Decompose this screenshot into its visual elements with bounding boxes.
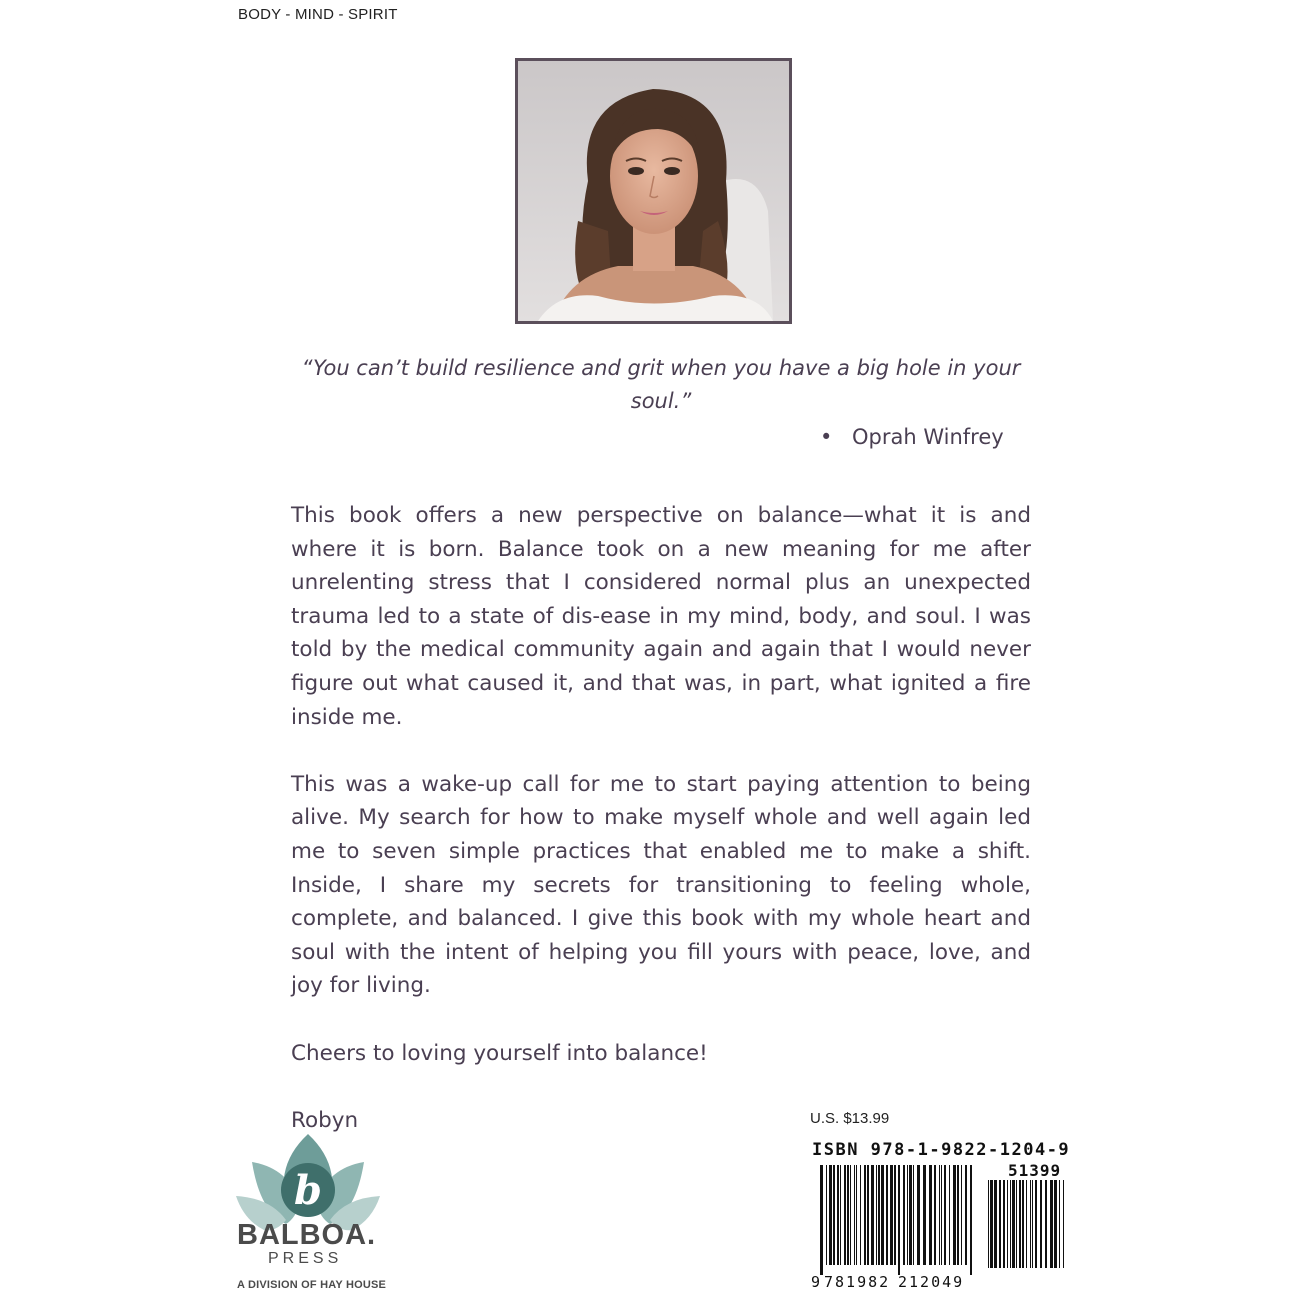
barcode-bar bbox=[856, 1165, 857, 1265]
description-paragraph-1: This book offers a new perspective on balance—what it is and where it is born. Balance took on a new meaning for me after unrelenting stress that I considered normal plus an unexpected trauma led to a state of dis-ease in my mind, body, and soul. I was told by the medical community again and again that I would never figure out what caused it, and that was, in part, what ignited a fire inside me. bbox=[291, 503, 1031, 730]
publisher-name: BALBOA. bbox=[237, 1219, 377, 1251]
barcode-bar bbox=[994, 1180, 997, 1268]
book-description bbox=[291, 499, 1031, 1171]
barcode-bar bbox=[913, 1165, 914, 1265]
barcode-bar bbox=[1045, 1180, 1047, 1268]
barcode-bar bbox=[840, 1165, 841, 1265]
barcode-bar bbox=[929, 1165, 932, 1265]
description-paragraph-2: This was a wake-up call for me to start paying attention to being alive. My search for how to make myself whole and well again led me to seven simple practices that enabled me to make a shift. Inside, I share my secrets for transitioning to feeling whole, complete, and balanced. I give this book with my whole heart and soul with the intent of helping you fill yours with peace, love, and joy for living. bbox=[291, 771, 1031, 999]
barcode-right-digits: 212049 bbox=[898, 1273, 965, 1290]
barcode-bar bbox=[961, 1165, 962, 1265]
barcode-bar bbox=[1026, 1180, 1027, 1268]
author-portrait-illustration bbox=[518, 61, 789, 321]
barcode-bar bbox=[1019, 1180, 1021, 1268]
barcode-bar bbox=[1007, 1180, 1008, 1268]
barcode-bar bbox=[1016, 1180, 1017, 1268]
barcode-bar bbox=[1032, 1180, 1033, 1268]
barcode-bar bbox=[860, 1165, 861, 1265]
epigraph-author bbox=[820, 422, 1004, 452]
barcode-graphic bbox=[810, 1160, 1066, 1290]
barcode-bar bbox=[1012, 1180, 1015, 1268]
barcode-bar bbox=[970, 1165, 972, 1275]
category-label: BODY - MIND - SPIRIT bbox=[238, 6, 398, 23]
barcode-bar bbox=[1054, 1180, 1057, 1268]
barcode-bar bbox=[826, 1165, 827, 1265]
barcode-bar bbox=[1059, 1180, 1060, 1268]
barcode-bar bbox=[999, 1180, 1001, 1268]
signature: Robyn bbox=[291, 1107, 359, 1133]
barcode-bar bbox=[867, 1165, 869, 1265]
barcode-bar bbox=[917, 1165, 920, 1265]
barcode-bar bbox=[1003, 1180, 1005, 1268]
barcode-bar bbox=[898, 1165, 900, 1275]
epigraph-quote: “You can’t build resilience and grit when you have a big hole in your soul.” bbox=[301, 356, 1021, 413]
barcode-bars-addon bbox=[988, 1180, 1064, 1268]
barcode-bar bbox=[820, 1165, 823, 1275]
barcode-bar bbox=[939, 1165, 940, 1265]
barcode-bar bbox=[1030, 1180, 1031, 1268]
barcode-addon-digits: 51399 bbox=[1008, 1161, 1062, 1180]
barcode-bar bbox=[878, 1165, 880, 1265]
barcode-bar bbox=[1010, 1180, 1011, 1268]
barcode-bar bbox=[923, 1165, 926, 1265]
barcode-bar bbox=[934, 1165, 936, 1265]
barcode-bar bbox=[949, 1165, 950, 1265]
barcode-bar bbox=[944, 1165, 946, 1265]
barcode-bar bbox=[876, 1165, 877, 1265]
barcode-bar bbox=[850, 1165, 851, 1265]
barcode-bar bbox=[844, 1165, 846, 1265]
barcode-bar bbox=[941, 1165, 942, 1265]
barcode-bar bbox=[988, 1180, 989, 1268]
barcode-bar bbox=[907, 1165, 908, 1265]
closing-line: Cheers to loving yourself into balance! bbox=[291, 1040, 708, 1066]
barcode-bar bbox=[990, 1180, 993, 1268]
barcode-bar bbox=[1063, 1180, 1064, 1268]
barcode-bar bbox=[890, 1165, 893, 1265]
barcode-bar bbox=[886, 1165, 888, 1265]
barcode-bar bbox=[957, 1165, 959, 1265]
barcode-bar bbox=[1035, 1180, 1037, 1268]
publisher-press: PRESS bbox=[268, 1250, 343, 1267]
author-photo bbox=[515, 58, 792, 324]
price-label: U.S. $13.99 bbox=[810, 1110, 890, 1127]
barcode-bar bbox=[881, 1165, 884, 1265]
barcode-bar bbox=[1040, 1180, 1042, 1268]
barcode-bars-main bbox=[820, 1165, 972, 1275]
publisher-division: A DIVISION OF HAY HOUSE bbox=[237, 1279, 387, 1291]
author-name: Oprah Winfrey bbox=[852, 425, 1004, 449]
barcode-bar bbox=[1022, 1180, 1024, 1268]
barcode-bar bbox=[965, 1165, 967, 1265]
barcode-bar bbox=[1050, 1180, 1053, 1268]
balboa-lotus-icon bbox=[236, 1132, 381, 1292]
barcode-bar bbox=[894, 1165, 896, 1265]
barcode-bar bbox=[837, 1165, 839, 1265]
barcode-bar bbox=[829, 1165, 832, 1265]
barcode-bar bbox=[953, 1165, 956, 1265]
barcode-bar bbox=[903, 1165, 905, 1265]
barcode-lead-digit: 9 bbox=[811, 1273, 821, 1290]
barcode-bar bbox=[864, 1165, 866, 1265]
bullet-mark: • bbox=[820, 425, 833, 449]
isbn-label: ISBN 978-1-9822-1204-9 bbox=[812, 1140, 1071, 1160]
barcode-bar bbox=[909, 1165, 912, 1265]
barcode-bar bbox=[871, 1165, 874, 1265]
barcode-bar bbox=[854, 1165, 855, 1265]
barcode-bar bbox=[833, 1165, 835, 1265]
barcode-left-digits: 781982 bbox=[824, 1273, 891, 1290]
logo-letter: b bbox=[294, 1167, 322, 1214]
barcode-bar bbox=[847, 1165, 849, 1265]
isbn-barcode bbox=[810, 1160, 1066, 1290]
